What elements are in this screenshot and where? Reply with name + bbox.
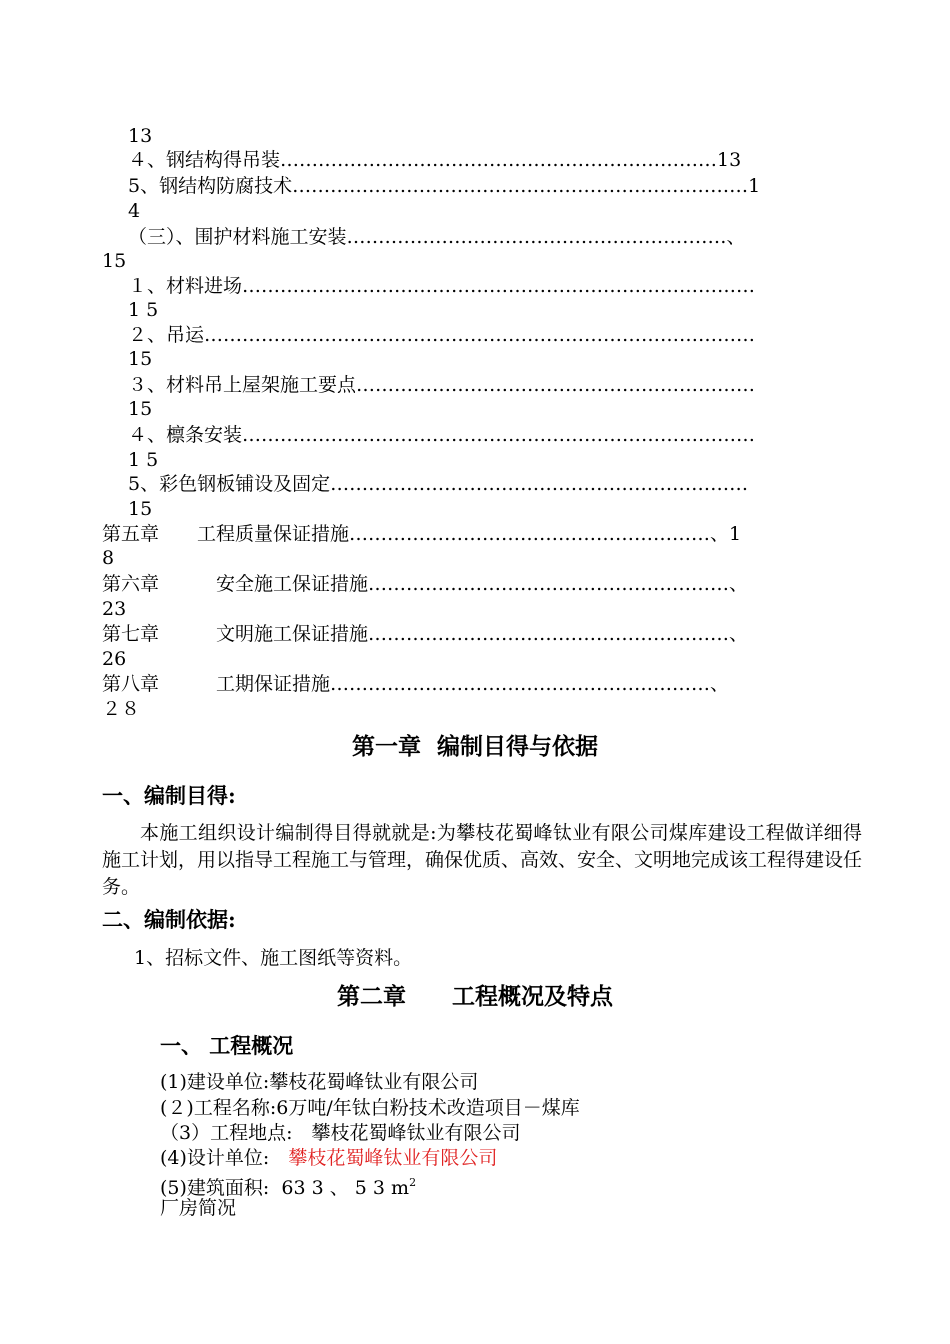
body-paragraph: 本施工组织设计编制得目得就就是:为攀枝花蜀峰钛业有限公司煤库建设工程做详细得施工计划，用以指导工程施工与管理，确保优质、高效、安全、文明地完成该工程得建设任务。 [102,822,863,898]
toc-line: 23 [102,598,127,620]
toc-line: 第六章 安全施工保证措施…………………………………………………、 [102,573,749,595]
section-heading: 一、 工程概况 [160,1033,294,1058]
toc-line: ２８ [102,698,141,720]
toc-line: 26 [102,648,127,670]
toc-line: （三）、围护材料施工安装……………………………………………………、 [128,226,746,248]
toc-line: 第八章 工期保证措施……………………………………………………、 [102,673,730,695]
overview-item: (1)建设单位:攀枝花蜀峰钛业有限公司 [160,1071,479,1093]
overview-label: (4)设计单位: [160,1147,289,1169]
toc-line: 1 5 [128,299,159,321]
toc-line: 4 [128,200,141,222]
basis-item: 1、招标文件、施工图纸等资料。 [134,947,413,969]
designer-name: 攀枝花蜀峰钛业有限公司 [288,1147,498,1169]
chapter-heading: 第二章 工程概况及特点 [337,983,613,1010]
section-heading: 一、编制目得: [102,783,236,808]
toc-line: １、材料进场……………………………………………………………………… [128,275,756,297]
area-unit-superscript: 2 [409,1176,417,1189]
section-heading: 二、编制依据: [102,907,236,932]
overview-item: （3）工程地点: 攀枝花蜀峰钛业有限公司 [160,1122,521,1144]
overview-item [160,1146,497,1170]
chapter-heading: 第一章 编制目得与依据 [351,733,598,760]
overview-item: (２)工程名称:6万吨/年钛白粉技术改造项目－煤库 [160,1097,580,1119]
toc-line: 13 [128,125,153,147]
toc-line: ３、材料吊上屋架施工要点……………………………………………………… [128,374,756,396]
toc-line: 15 [128,348,153,370]
toc-line: ２、吊运…………………………………………………………………………… [128,324,756,346]
toc-line: 第七章 文明施工保证措施…………………………………………………、 [102,623,749,645]
toc-line: 15 [128,498,153,520]
toc-line: 15 [128,398,153,420]
toc-line: ４、檩条安装……………………………………………………………………… [128,424,756,446]
toc-line: 15 [102,250,127,272]
area-value: (5)建筑面积: 63 3 、 5 3 m [160,1177,410,1199]
toc-line: 第五章 工程质量保证措施…………………………………………………、1 [102,523,742,545]
toc-line: 5、钢结构防腐技术………………………………………………………………1 [128,175,761,197]
toc-line: 5、彩色钢板铺设及固定………………………………………………………… [128,473,749,495]
toc-line: 8 [102,547,115,569]
overview-item: 厂房简况 [160,1197,237,1219]
toc-line: 1 5 [128,449,159,471]
toc-line: ４、钢结构得吊装……………………………………………………………13 [128,149,742,171]
